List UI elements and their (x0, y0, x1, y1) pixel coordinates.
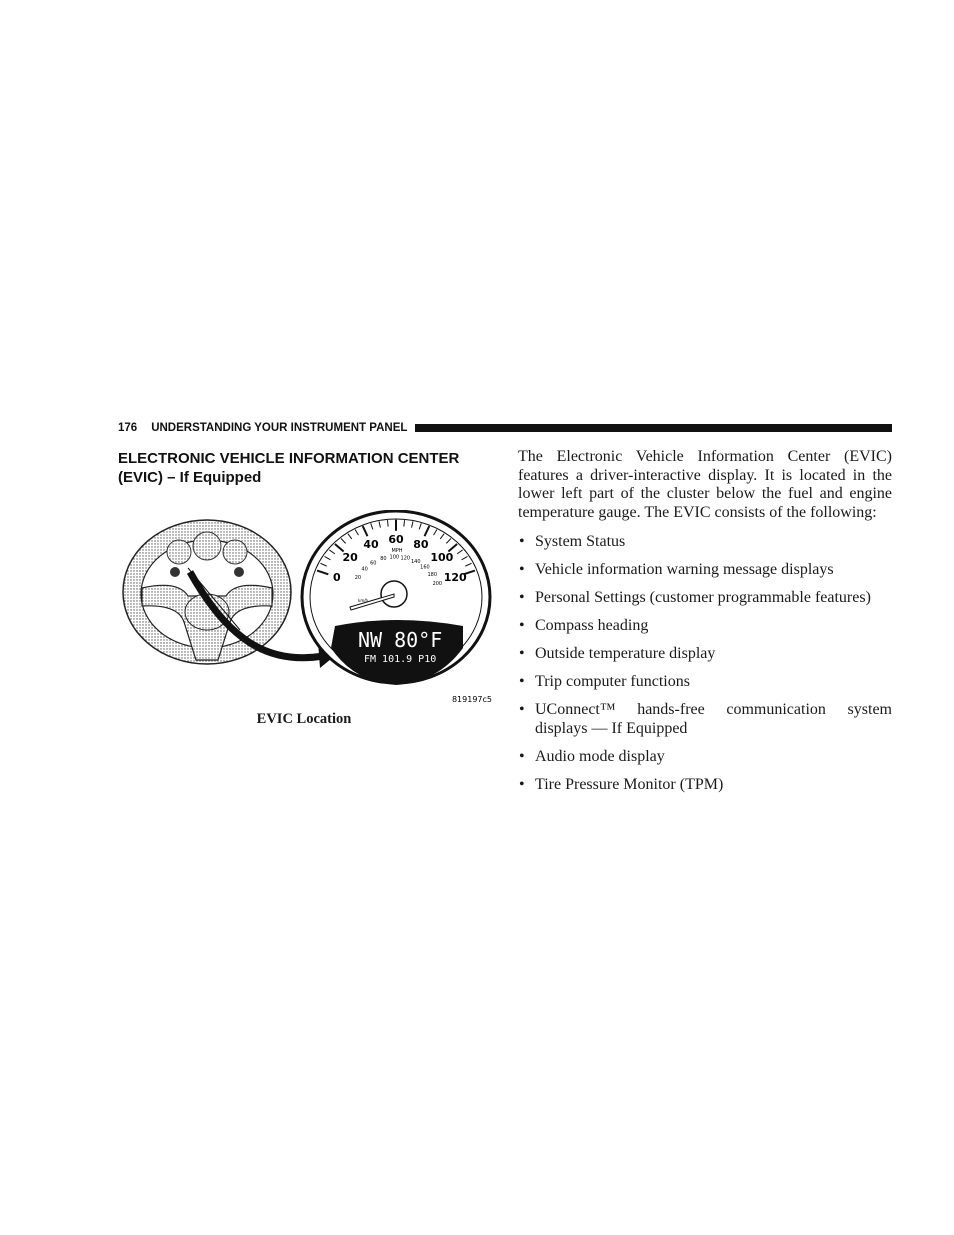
display-compass-temp: NW 80°F (358, 628, 443, 652)
evic-illustration (118, 510, 493, 708)
bullet-glyph: • (519, 673, 525, 690)
speed-label: 40 (363, 537, 379, 551)
speed-label: 60 (388, 533, 404, 547)
feature-list-text: Trip computer functions (535, 673, 690, 690)
evic-location-figure (118, 510, 493, 708)
kmh-label: 140 (410, 558, 421, 565)
bullet-glyph: • (519, 775, 525, 793)
kmh-label: 60 (370, 560, 377, 567)
feature-list-text: Audio mode display (535, 747, 665, 765)
mph-label: MPH (391, 548, 403, 554)
steering-wheel (123, 520, 291, 664)
intro-paragraph: The Electronic Vehicle Information Center (EVIC) features a driver-interactive display. It is located in the lower left part of the cluster below the fuel and engine temperature gauge. The EVIC consists of the following: (518, 448, 892, 521)
feature-list-text: Tire Pressure Monitor (TPM) (535, 775, 724, 793)
feature-list-text: System Status (535, 533, 626, 550)
feature-list-item (518, 561, 892, 580)
feature-list-item (518, 589, 892, 608)
feature-list-text: UConnect™ hands-free communication system displays — If Equipped (535, 701, 892, 737)
speed-label: 120 (443, 571, 467, 585)
bullet-glyph: • (519, 701, 525, 718)
running-header (118, 420, 892, 436)
feature-list (518, 533, 892, 804)
speed-tick (387, 520, 388, 526)
kmh-label: 80 (380, 556, 387, 563)
section-heading (118, 449, 490, 487)
section-title: UNDERSTANDING YOUR INSTRUMENT PANEL (151, 422, 408, 434)
kmh-label: 100 (389, 554, 400, 561)
feature-list-item (518, 776, 892, 795)
header-rule (415, 424, 892, 432)
bullet-glyph: • (519, 533, 525, 550)
speed-label: 80 (413, 537, 429, 551)
feature-list-item (518, 645, 892, 664)
feature-list-item (518, 617, 892, 636)
heading-line-1: ELECTRONIC VEHICLE INFORMATION CENTER (118, 450, 460, 467)
feature-list-text: Outside temperature display (535, 645, 716, 662)
kmh-unit-label: km/h (358, 598, 369, 603)
kmh-label: 40 (361, 566, 368, 573)
feature-list-item (518, 673, 892, 692)
bullet-glyph: • (519, 617, 525, 634)
bullet-glyph: • (519, 589, 525, 606)
feature-list-text: Compass heading (535, 617, 649, 634)
figure-code: 819197c5 (451, 695, 492, 704)
speed-label: 100 (430, 551, 454, 565)
kmh-label: 160 (420, 564, 430, 571)
speed-tick (404, 520, 405, 526)
figure-caption: EVIC Location (256, 711, 352, 727)
feature-list-item (518, 701, 892, 738)
feature-list-item (518, 533, 892, 552)
heading-line-2: (EVIC) – If Equipped (118, 469, 262, 486)
bullet-glyph: • (519, 747, 525, 765)
kmh-label: 180 (427, 572, 438, 579)
speed-label: 0 (332, 571, 341, 585)
bullet-glyph: • (519, 645, 525, 662)
kmh-label: 200 (432, 581, 443, 588)
feature-list-text: Personal Settings (customer programmable features) (535, 589, 871, 606)
bullet-glyph: • (519, 561, 525, 578)
kmh-label: 120 (400, 555, 411, 562)
page-number: 176 (118, 422, 138, 434)
speedometer (302, 511, 490, 685)
display-radio: FM 101.9 P10 (364, 654, 437, 665)
kmh-label: 20 (354, 574, 362, 581)
feature-list-item (518, 748, 892, 767)
speed-label: 20 (342, 551, 358, 565)
feature-list-text: Vehicle information warning message displays (535, 561, 834, 578)
